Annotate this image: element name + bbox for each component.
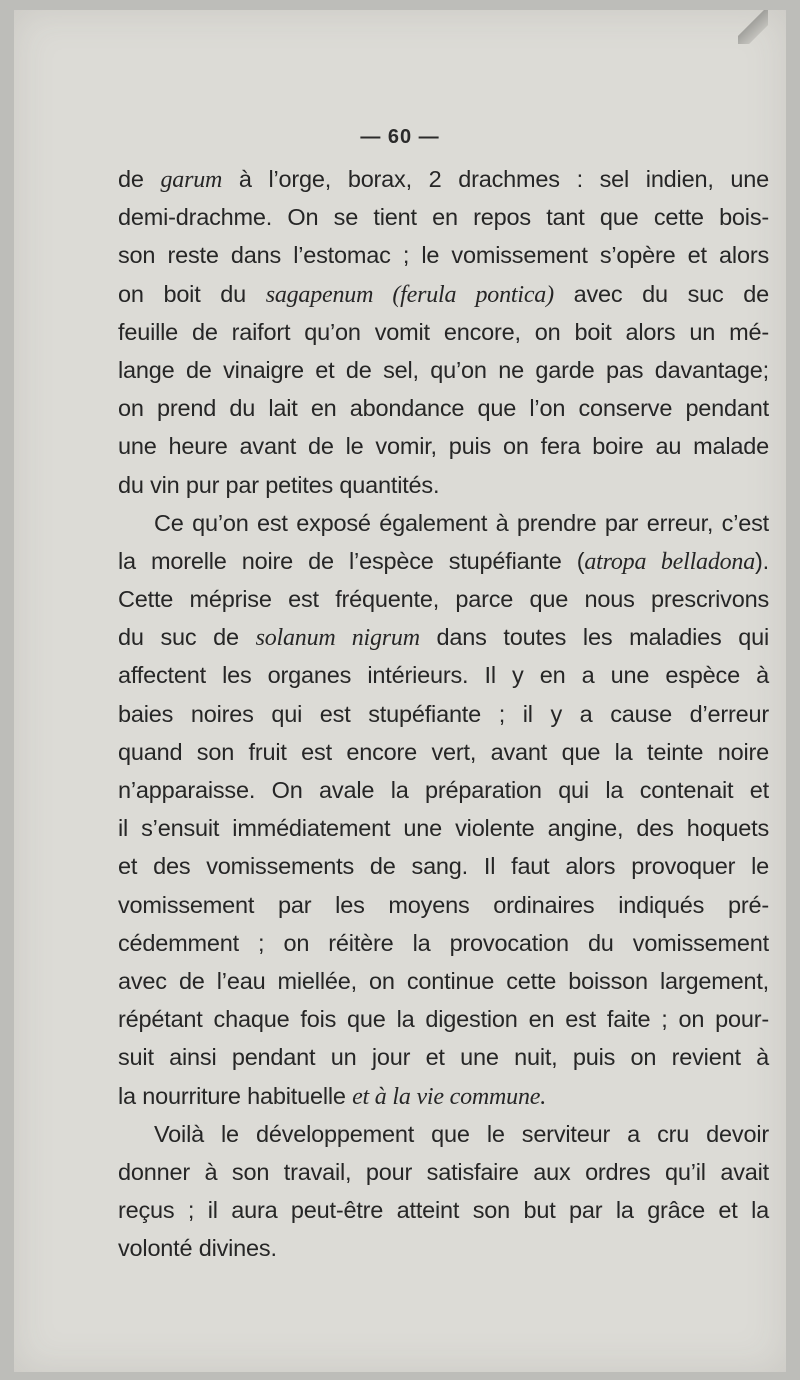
text-run: et des vomissements de sang. Il faut alors provoquer le: [118, 853, 769, 880]
text-run: affectent les organes intérieurs. Il y en a une espèce à: [118, 662, 769, 689]
text-line: [118, 1229, 769, 1267]
text-line: [118, 542, 769, 580]
text-run: ).: [755, 547, 769, 574]
text-run: avec du suc de: [553, 280, 769, 307]
text-line: [118, 389, 769, 427]
text-line: [118, 504, 769, 542]
text-run: la nourriture habituelle: [118, 1082, 353, 1109]
text-run: la morelle noire de l’espèce stupéfiante (: [118, 547, 585, 574]
text-run: suit ainsi pendant un jour et une nuit, puis on revient à: [118, 1044, 769, 1071]
text-line: [118, 313, 769, 351]
italic-text: atropa belladona: [584, 548, 756, 575]
text-run: on boit du: [118, 280, 266, 307]
text-line: [118, 1191, 769, 1229]
text-run: dans toutes les maladies qui: [419, 624, 769, 651]
text-run: vomissement par les moyens ordinaires indiqués pré-: [118, 891, 769, 918]
text-line: [118, 962, 769, 1000]
text-run: feuille de raifort qu’on vomit encore, on boit alors un mé-: [118, 318, 769, 345]
text-line: [118, 580, 769, 618]
text-run: de: [118, 166, 161, 192]
text-line: [118, 1000, 769, 1038]
italic-text: sagapenum (ferula pontica): [265, 281, 554, 308]
text-run: du suc de: [118, 624, 256, 651]
text-line: [118, 160, 769, 198]
text-run: baies noires qui est stupéfiante ; il y a cause d’erreur: [118, 700, 769, 727]
text-line: [118, 1115, 769, 1153]
text-run: donner à son travail, pour satisfaire aux ordres qu’il avait: [118, 1158, 769, 1185]
italic-text: solanum nigrum: [255, 625, 420, 652]
page-corner-mark: [738, 10, 768, 44]
text-run: quand son fruit est encore vert, avant que la teinte noire: [118, 738, 769, 765]
text-run: Ce qu’on est exposé également à prendre par erreur, c’est: [154, 509, 769, 536]
text-run: reçus ; il aura peut-être atteint son but par la grâce et la: [118, 1197, 769, 1224]
text-run: une heure avant de le vomir, puis on fera boire au malade: [118, 433, 769, 460]
text-run: lange de vinaigre et de sel, qu’on ne garde pas davantage;: [118, 356, 769, 383]
paragraph: [118, 160, 769, 504]
text-line: [118, 886, 769, 924]
text-run: Voilà le développement que le serviteur a cru devoir: [154, 1120, 769, 1147]
text-run: son reste dans l’estomac ; le vomissement s’opère et alors: [118, 242, 769, 269]
text-line: [118, 351, 769, 389]
text-line: [118, 427, 769, 465]
text-line: [118, 618, 769, 656]
book-page: [14, 10, 786, 1372]
text-run: volonté divines.: [118, 1235, 277, 1262]
text-line: [118, 1077, 769, 1115]
italic-text: garum: [160, 167, 223, 193]
text-run: du vin pur par petites quantités.: [118, 471, 440, 498]
text-line: [118, 847, 769, 885]
text-run: à l’orge, borax, 2 drachmes : sel indien, une: [222, 166, 769, 192]
text-line: [118, 1038, 769, 1076]
paragraph: [118, 504, 769, 1115]
text-line: [118, 771, 769, 809]
text-line: [118, 275, 769, 313]
text-line: [118, 656, 769, 694]
text-run: demi-drachme. On se tient en repos tant que cette bois-: [118, 204, 769, 231]
text-run: Cette méprise est fréquente, parce que nous prescrivons: [118, 586, 769, 613]
text-line: [118, 733, 769, 771]
italic-text: et à la vie commune.: [352, 1083, 546, 1110]
text-run: répétant chaque fois que la digestion en est faite ; on pour-: [118, 1006, 769, 1033]
page-number: — 60 —: [360, 126, 440, 148]
text-line: [118, 236, 769, 274]
text-line: [118, 695, 769, 733]
text-run: il s’ensuit immédiatement une violente angine, des hoquets: [118, 815, 769, 842]
text-line: [118, 809, 769, 847]
text-line: [118, 198, 769, 236]
text-line: [118, 924, 769, 962]
text-run: n’apparaisse. On avale la préparation qui la contenait et: [118, 777, 769, 803]
text-run: on prend du lait en abondance que l’on conserve pendant: [118, 395, 769, 422]
text-line: [118, 466, 769, 504]
text-run: avec de l’eau miellée, on continue cette boisson largement,: [118, 967, 769, 994]
body-text: [118, 160, 769, 1267]
text-run: cédemment ; on réitère la provocation du vomissement: [118, 929, 769, 956]
paragraph: [118, 1115, 769, 1268]
text-line: [118, 1153, 769, 1191]
